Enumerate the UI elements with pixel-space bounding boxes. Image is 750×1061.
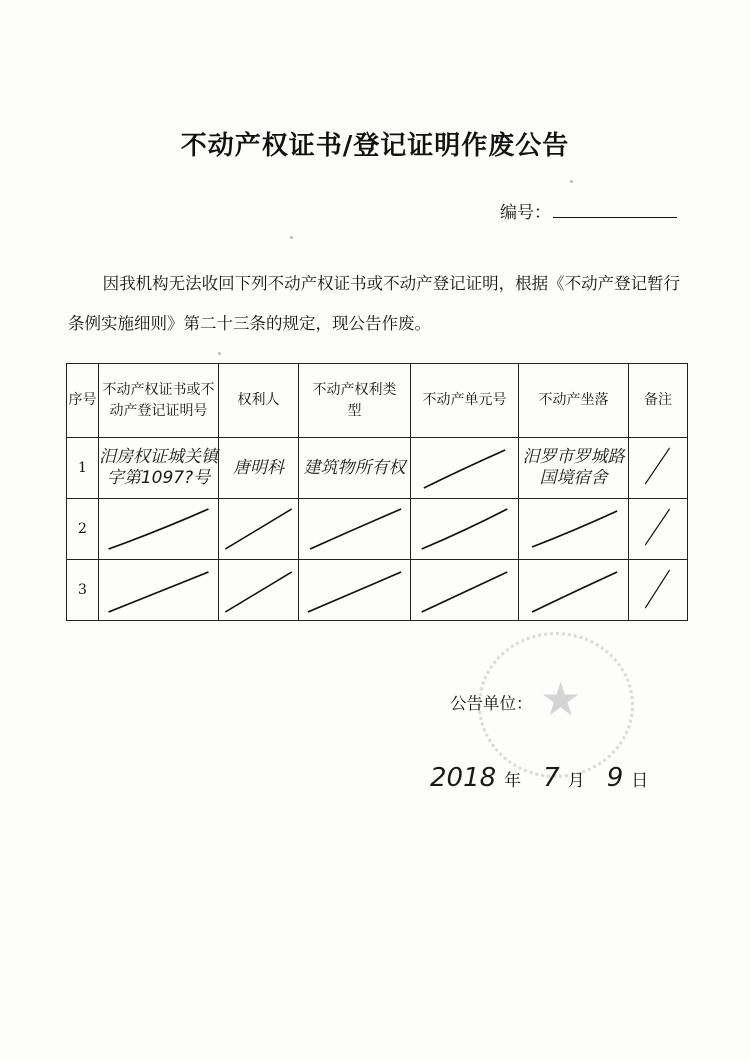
void-slash-mark: [629, 499, 687, 559]
date-month-label: 月: [567, 771, 585, 791]
unit-number-cell: [411, 560, 519, 621]
row-seq: 2: [67, 499, 99, 560]
row-seq: 1: [67, 438, 99, 499]
void-slash-mark: [411, 499, 518, 559]
date-day-label: 日: [631, 771, 649, 791]
issue-date: [430, 763, 670, 793]
void-slash-mark: [219, 499, 298, 559]
void-slash-mark: [99, 499, 218, 559]
header-remark: 备注: [629, 364, 688, 438]
remark-cell: [629, 499, 688, 560]
location-cell: [519, 560, 629, 621]
owner-cell: [219, 499, 299, 560]
seal-star-icon: ★: [540, 672, 582, 726]
header-location: 不动产坐落: [519, 364, 629, 438]
owner-cell: 唐明科: [219, 438, 299, 499]
row-seq: 3: [67, 560, 99, 621]
header-owner: 权利人: [219, 364, 299, 438]
header-certificate-number: 不动产权证书或不动产登记证明号: [99, 364, 219, 438]
document-number-field: [553, 217, 677, 218]
owner-cell: [219, 560, 299, 621]
remark-cell: [629, 438, 688, 499]
right-type-cell: 建筑物所有权: [299, 438, 411, 499]
certificate-table: [66, 363, 688, 621]
header-unit-number: 不动产单元号: [411, 364, 519, 438]
table-row: [67, 560, 688, 621]
unit-number-cell: [411, 499, 519, 560]
unit-number-cell: [411, 438, 519, 499]
header-seq: 序号: [67, 364, 99, 438]
certificate-number-cell: [99, 499, 219, 560]
date-day: 9: [606, 763, 624, 793]
location-cell: 汨罗市罗城路国境宿舍: [519, 438, 629, 499]
table-row: [67, 438, 688, 499]
date-month: 7: [543, 763, 560, 793]
right-type-cell: [299, 499, 411, 560]
void-slash-mark: [519, 560, 628, 620]
void-slash-mark: [411, 438, 518, 498]
remark-cell: [629, 560, 688, 621]
document-number-label: 编号：: [500, 203, 551, 223]
table-header-row: [67, 364, 688, 438]
issuer-label: 公告单位：: [450, 694, 533, 713]
date-year: 2018: [430, 763, 497, 793]
scan-speck: [218, 352, 221, 355]
page-title: 不动产权证书/登记证明作废公告: [180, 131, 570, 161]
void-slash-mark: [519, 499, 628, 559]
void-slash-mark: [629, 438, 687, 498]
table-row: [67, 499, 688, 560]
void-slash-mark: [299, 499, 410, 559]
notice-body: 因我机构无法收回下列不动产权证书或不动产登记证明，根据《不动产登记暂行条例实施细则》第二十三条的规定，现公告作废。: [68, 274, 681, 333]
header-right-type: 不动产权利类 型: [299, 364, 411, 438]
void-slash-mark: [629, 560, 687, 620]
certificate-number-cell: 汨房权证城关镇字第1097?号: [99, 438, 219, 499]
right-type-cell: [299, 560, 411, 621]
location-cell: [519, 499, 629, 560]
scan-speck: [290, 236, 293, 239]
void-slash-mark: [299, 560, 410, 620]
void-slash-mark: [219, 560, 298, 620]
void-slash-mark: [411, 560, 518, 620]
void-slash-mark: [99, 560, 218, 620]
scan-speck: [570, 180, 573, 183]
date-year-label: 年: [504, 771, 522, 791]
certificate-number-cell: [99, 560, 219, 621]
